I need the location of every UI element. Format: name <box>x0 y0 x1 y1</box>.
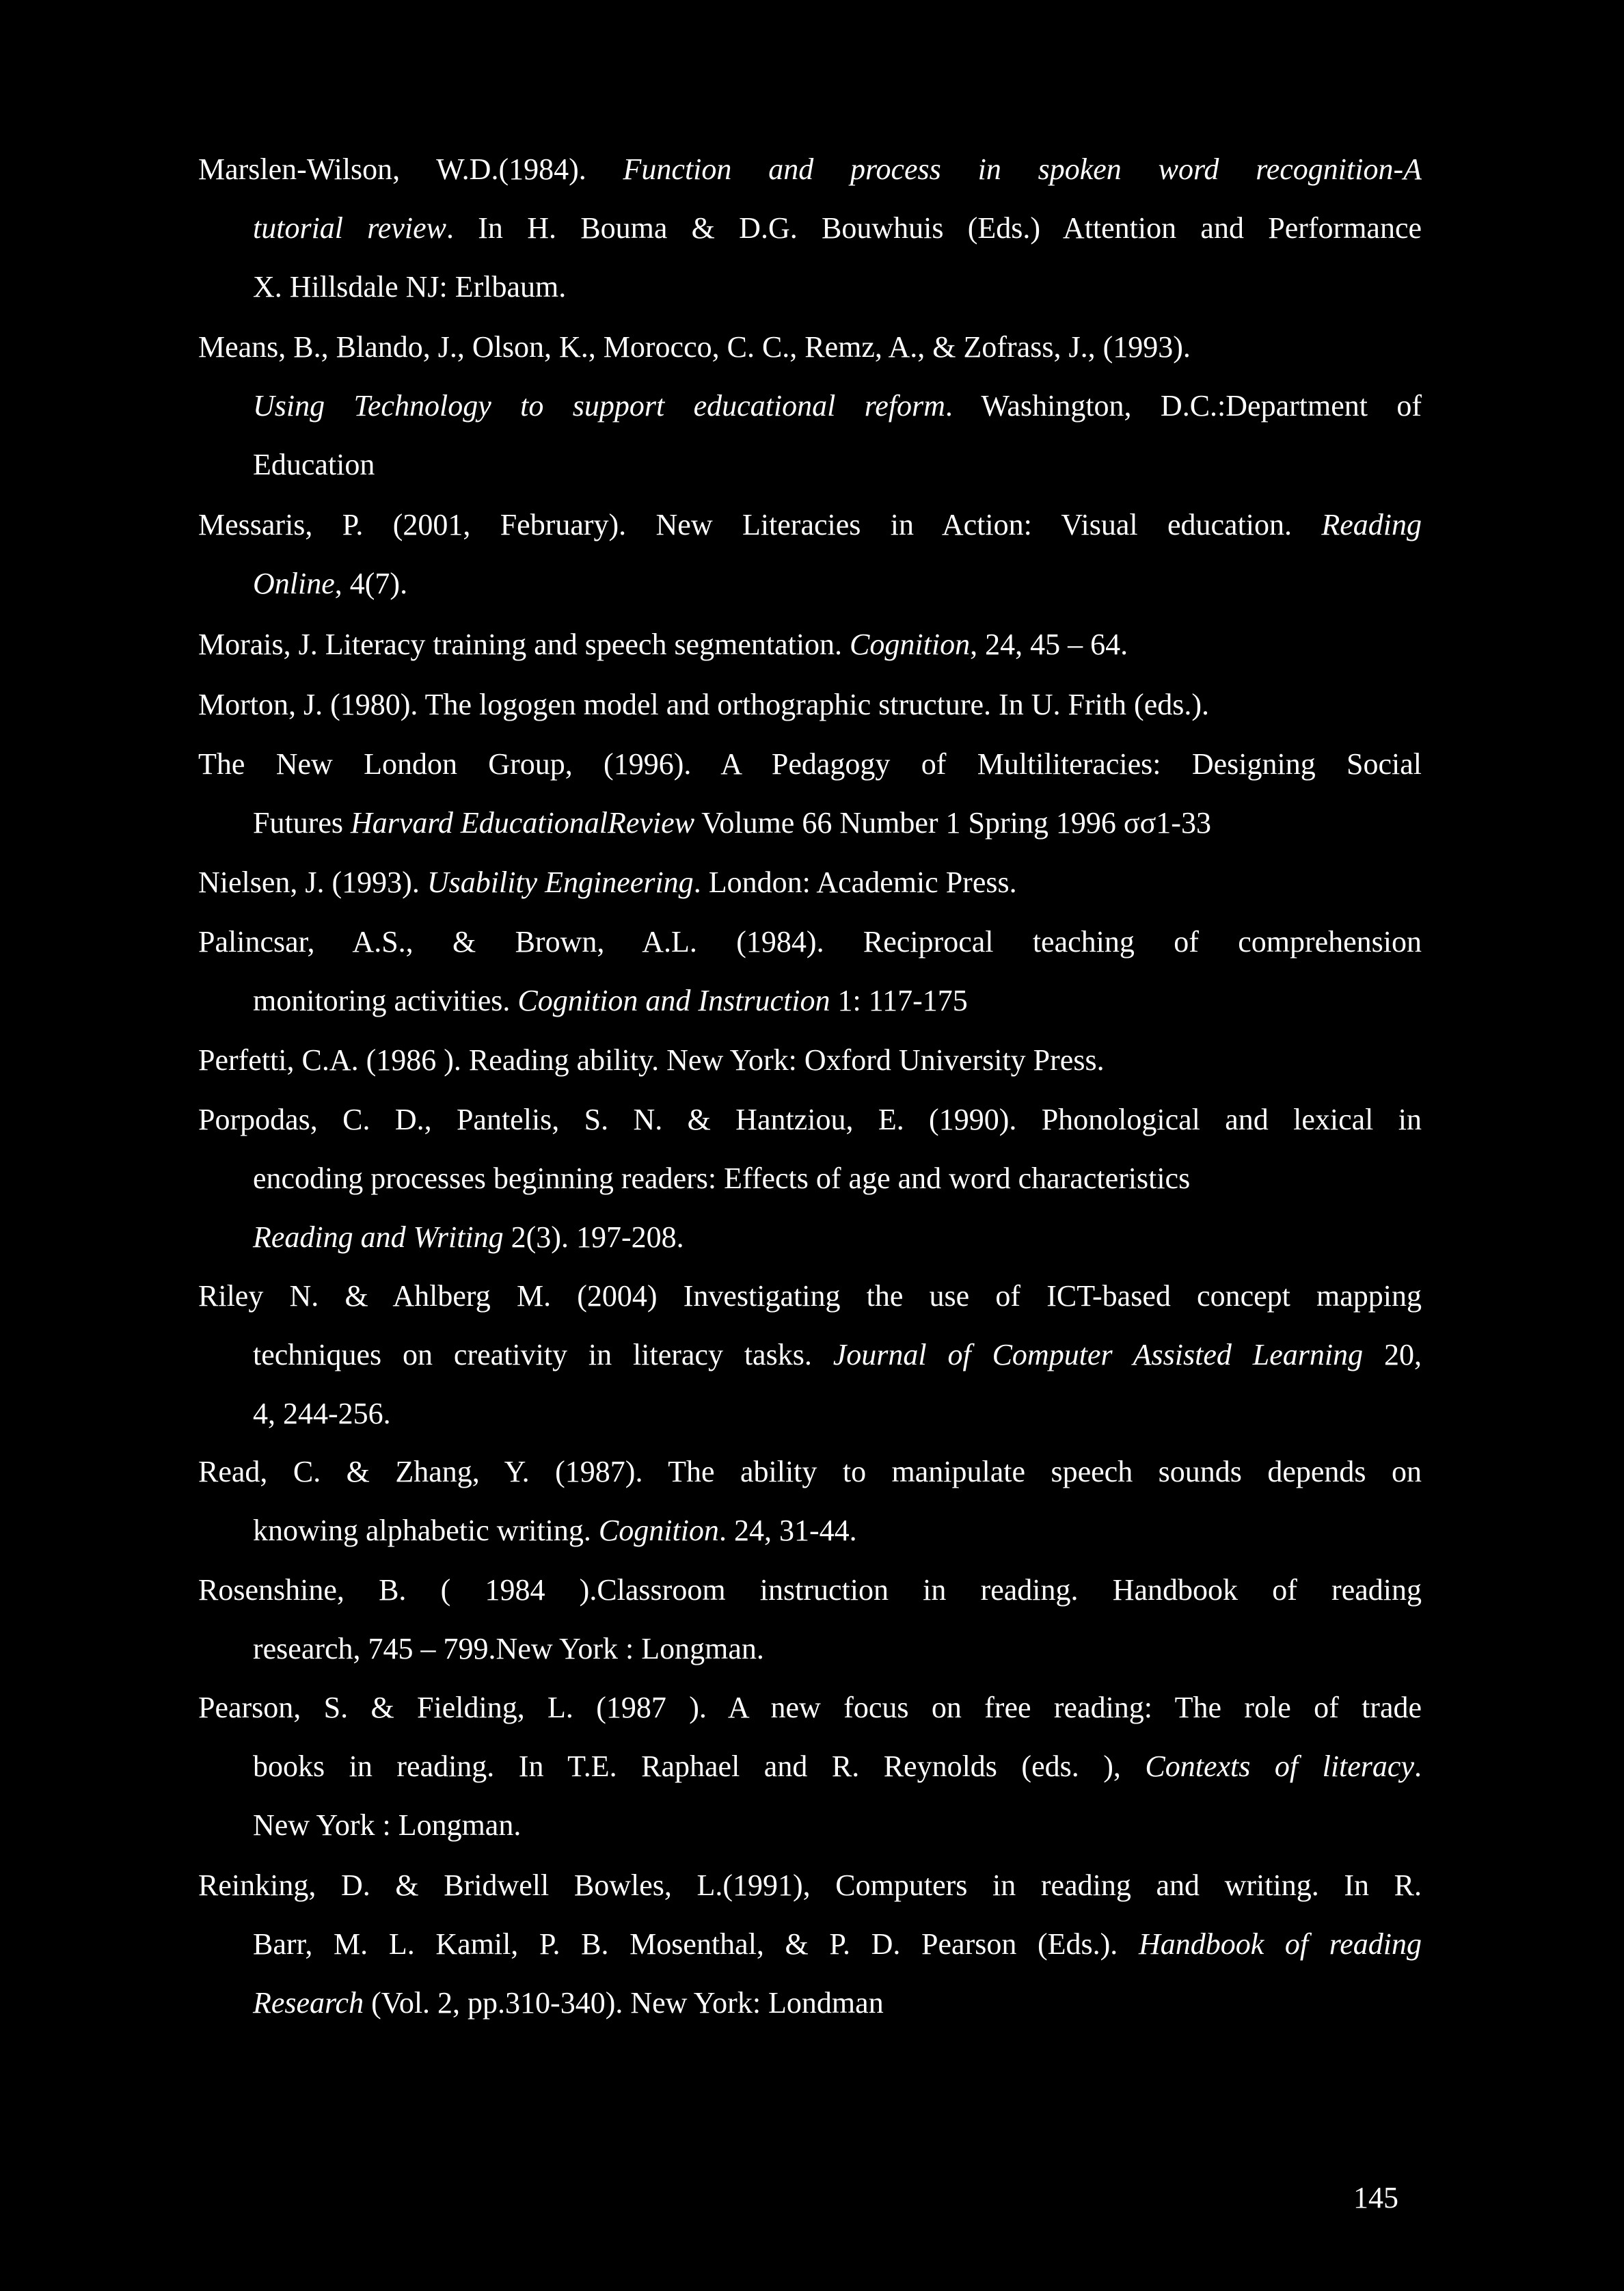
reference-line <box>253 1384 391 1443</box>
reference-text: . 24, 31-44. <box>718 1514 857 1547</box>
italic-title-text: Cognition and Instruction <box>517 984 830 1017</box>
reference-line <box>198 675 1209 734</box>
reference-line <box>198 615 1128 674</box>
reference-text: . In H. Bouma & D.G. Bouwhuis (Eds.) Attention and Performance <box>446 211 1422 245</box>
reference-text: 20, <box>1363 1338 1422 1371</box>
reference-text: . London: Academic Press. <box>693 866 1017 899</box>
reference-text: techniques on creativity in literacy tasks. <box>253 1338 833 1371</box>
reference-line <box>253 1208 684 1267</box>
reference-line <box>253 554 407 613</box>
reference-line <box>253 1620 764 1678</box>
reference-text: Porpodas, C. D., Pantelis, S. N. & Hantziou, E. (1990). Phonological and lexical in <box>198 1103 1422 1136</box>
italic-title-text: Online <box>253 567 335 600</box>
reference-text: 4, 244-256. <box>253 1397 391 1430</box>
italic-title-text: Journal of Computer Assisted Learning <box>833 1338 1364 1371</box>
reference-line <box>253 199 1422 258</box>
italic-title-text: Reading and Writing <box>253 1220 504 1254</box>
reference-line <box>253 794 1211 853</box>
reference-text: Read, C. & Zhang, Y. (1987). The ability to manipulate speech sounds depends on <box>198 1455 1422 1488</box>
reference-line <box>198 1031 1105 1090</box>
reference-line <box>198 853 1017 912</box>
reference-line <box>253 1737 1422 1796</box>
reference-line <box>198 496 1422 554</box>
reference-text: Reinking, D. & Bridwell Bowles, L.(1991), Computers in reading and writing. In R. <box>198 1868 1422 1902</box>
reference-text: 2(3). 197-208. <box>503 1220 684 1254</box>
reference-text: Morton, J. (1980). The logogen model and orthographic structure. In U. Frith (eds.). <box>198 688 1210 721</box>
reference-line <box>198 1856 1422 1915</box>
reference-text: Riley N. & Ahlberg M. (2004) Investigating the use of ICT-based concept mapping <box>198 1279 1422 1313</box>
reference-text: Volume 66 Number 1 Spring 1996 σσ1-33 <box>694 806 1211 840</box>
page-number: 145 <box>1353 2181 1398 2214</box>
reference-text: research, 745 – 799.New York : Longman. <box>253 1632 764 1665</box>
reference-line <box>198 140 1422 199</box>
italic-title-text: Cognition <box>598 1514 719 1547</box>
reference-line <box>198 1090 1422 1149</box>
reference-text: , 24, 45 – 64. <box>970 628 1128 661</box>
italic-title-text: Reading <box>1321 508 1422 541</box>
italic-title-text: Research <box>253 1986 364 2020</box>
italic-title-text: Function and process in spoken word recognition-A <box>623 152 1422 186</box>
reference-text: Nielsen, J. (1993). <box>198 866 427 899</box>
reference-line <box>253 1501 857 1560</box>
reference-line <box>253 377 1422 436</box>
reference-line <box>253 1915 1422 1974</box>
reference-line <box>198 735 1422 794</box>
reference-line <box>253 258 566 317</box>
italic-title-text: tutorial review <box>253 211 446 245</box>
reference-line <box>198 1267 1422 1326</box>
reference-text: 1: 117-175 <box>830 984 968 1017</box>
reference-text: , 4(7). <box>334 567 408 600</box>
reference-line <box>198 318 1191 377</box>
reference-text: encoding processes beginning readers: Effects of age and word characteristics <box>253 1162 1191 1195</box>
italic-title-text: Harvard EducationalReview <box>351 806 695 840</box>
reference-text: books in reading. In T.E. Raphael and R. Reynolds (eds. ), <box>253 1750 1146 1783</box>
reference-text: Futures <box>253 806 351 840</box>
italic-title-text: Contexts of literacy <box>1145 1750 1414 1783</box>
italic-title-text: Cognition <box>850 628 971 661</box>
reference-text: Rosenshine, B. ( 1984 ).Classroom instruction in reading. Handbook of reading <box>198 1573 1422 1607</box>
reference-line <box>198 1561 1422 1620</box>
reference-text: X. Hillsdale NJ: Erlbaum. <box>253 270 567 304</box>
reference-text: monitoring activities. <box>253 984 518 1017</box>
reference-text: Marslen-Wilson, W.D.(1984). <box>198 152 623 186</box>
reference-text: Morais, J. Literacy training and speech segmentation. <box>198 628 850 661</box>
reference-line <box>198 913 1422 972</box>
reference-line <box>253 436 375 494</box>
reference-text: . <box>1414 1750 1422 1783</box>
reference-line <box>253 1796 521 1855</box>
reference-text: knowing alphabetic writing. <box>253 1514 599 1547</box>
reference-text: . Washington, D.C.:Department of <box>945 389 1422 423</box>
italic-title-text: Using Technology to support educational reform <box>253 389 945 423</box>
reference-line <box>253 1326 1422 1384</box>
reference-line <box>253 972 968 1030</box>
reference-line <box>198 1443 1422 1501</box>
reference-line <box>253 1974 884 2033</box>
reference-text: Messaris, P. (2001, February). New Literacies in Action: Visual education. <box>198 508 1322 541</box>
italic-title-text: Usability Engineering <box>427 866 694 899</box>
reference-text: Palincsar, A.S., & Brown, A.L. (1984). Reciprocal teaching of comprehension <box>198 925 1422 959</box>
reference-text: Perfetti, C.A. (1986 ). Reading ability. New York: Oxford University Press. <box>198 1043 1105 1077</box>
reference-text: Education <box>253 448 375 481</box>
reference-text: The New London Group, (1996). A Pedagogy of Multiliteracies: Designing Social <box>198 747 1422 781</box>
reference-text: (Vol. 2, pp.310-340). New York: Londman <box>364 1986 884 2020</box>
reference-text: Pearson, S. & Fielding, L. (1987 ). A new focus on free reading: The role of trade <box>198 1691 1422 1724</box>
reference-text: New York : Longman. <box>253 1808 522 1842</box>
italic-title-text: Handbook of reading <box>1138 1927 1422 1961</box>
reference-line <box>198 1678 1422 1737</box>
reference-text: Barr, M. L. Kamil, P. B. Mosenthal, & P. D. Pearson (Eds.). <box>253 1927 1139 1961</box>
reference-line <box>253 1149 1190 1208</box>
reference-text: Means, B., Blando, J., Olson, K., Morocco, C. C., Remz, A., & Zofrass, J., (1993). <box>198 330 1191 364</box>
